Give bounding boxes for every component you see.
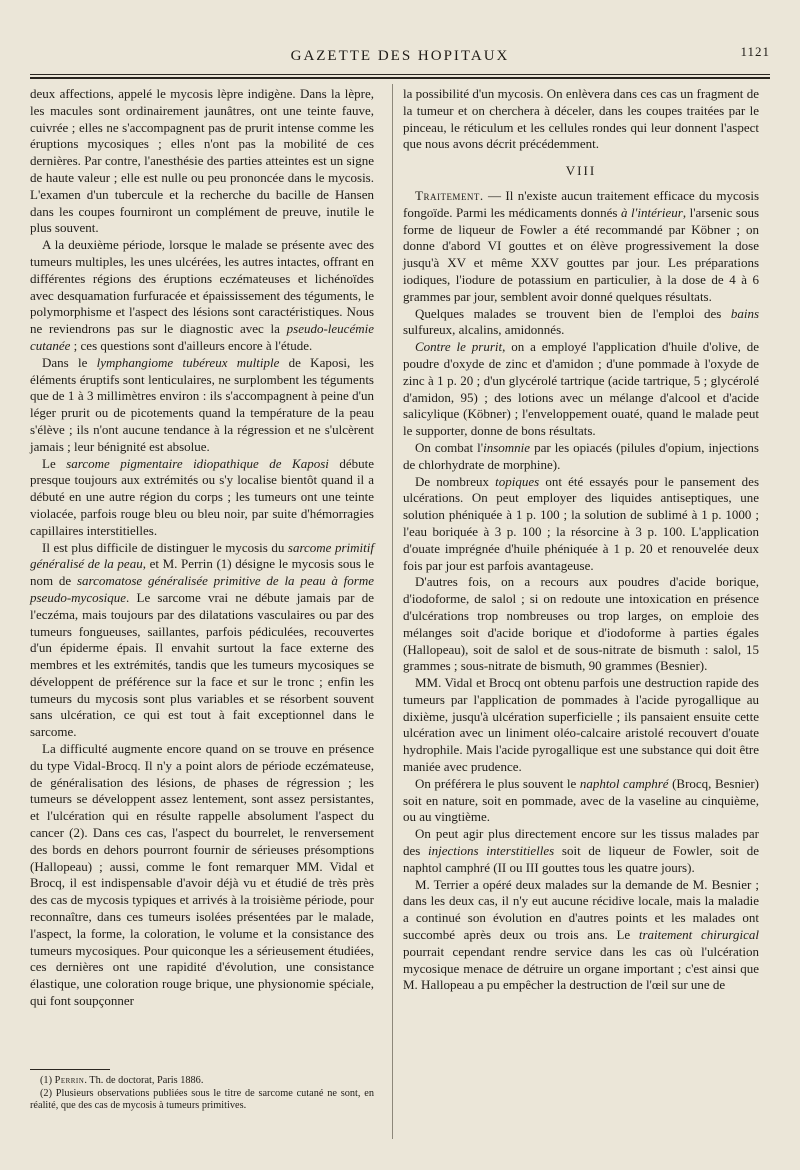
italic-term: pseudo-leucémie cutanée (30, 321, 374, 353)
paragraph-text: débute presque toujours aux extrémités ou s'y localise bientôt quand il a débuté en une autre région du corps ; les tumeurs ont une teinte violacée, parfois rouge bleu ou bleu noir, par suite d'hémorragies capillaires interstitielles. (30, 455, 375, 538)
paragraph (403, 474, 759, 575)
paragraph-text: — Il n'existe aucun traitement efficace du mycosis fongoïde. Parmi les médicaments donnés (403, 187, 759, 220)
paragraph-text: Le (42, 455, 67, 471)
paragraph (403, 877, 759, 995)
paragraph (30, 86, 374, 237)
paragraph-text: deux affections, appelé le mycosis lèpre indigène. Dans la lèpre, les macules sont ordinairement jaunâtres, ont une teinte fauve, cuivrée ; elles ne s'accompagnent pas de prurit intense comme les éruptions mycosiques ; elles n'ont pas la mobilité de ces dernières. Par contre, l'anesthésie des parties atteintes est un signe de haute valeur ; elle est nulle ou peu prononcée dans le mycosis. L'examen d'un tubercule et la recherche du bacille de Hansen dans les coupes fourniront un complément de preuve, inutile le plus souvent. (30, 86, 374, 236)
header-rule-thick (30, 77, 770, 79)
paragraph-text: par les opiacés (pilules d'opium, injections de chlorhydrate de morphine). (403, 439, 759, 472)
italic-term: naphtol camphré (579, 775, 669, 791)
paragraph-text: , et M. Perrin (1) désigne le mycosis sous le nom de (30, 556, 374, 589)
paragraph-text: On peut agir plus directement encore sur les tissus malades par des (403, 826, 759, 859)
italic-term: bains (730, 305, 759, 321)
italic-term: topiques (495, 473, 540, 489)
paragraph (403, 776, 759, 826)
paragraph (403, 86, 759, 153)
paragraph (403, 306, 759, 340)
italic-term: sarcome pigmentaire idiopathique de Kaposi (66, 455, 329, 471)
paragraph-text: sulfureux, alcalins, amidonnés. (403, 322, 565, 338)
paragraph-text: De nombreux (415, 473, 496, 489)
paragraph (30, 741, 374, 1010)
paragraph-text: la possibilité d'un mycosis. On enlèvera dans ces cas un fragment de la tumeur et on cherchera à déceler, dans les coupes traitées par le pinceau, le réticulum et les cellules rondes qui leur donnent l'aspect que nous avons décrit précédemment. (403, 86, 759, 152)
paragraph (403, 574, 759, 675)
footnote-2: (2) Plusieurs observations publiées sous le titre de sarcome cutané ne sont, en réalité, que des cas de mycosis à tumeurs primitives. (30, 1087, 374, 1112)
paragraph (30, 237, 374, 355)
italic-term: sarcomatose généralisée primitive de la peau à forme pseudo-mycosique (30, 573, 374, 605)
paragraph-text: pourrait cependant rendre service dans les cas où l'ulcération mycosique menace de détruire un organe important ; c'est ainsi que M. Hallopeau a pu empêcher la destruction de l'œil sur une de (403, 943, 759, 993)
paragraph-text: ont été essayés pour le pansement des ulcérations. On peut employer des liquides antiseptiques, une solution phéniquée à 1 p. 100 ; la solution de sublimé à 1 p. 1000 ; l'eau boriquée à 3 p. 100 ; la résorcine à 3 p. 100. L'application d'ouate imprégnée d'huile phéniquée à 1 p. 20 et renouvelée deux fois par jour est parfois avantageuse. (403, 473, 759, 573)
paragraph-text: A la deuxième période, lorsque le malade se présente avec des tumeurs multiples, les unes ulcérées, les autres intactes, offrant en différentes régions des éruptions eczémateuses et lichénoïdes avec desquamation furfuracée et épaississement des téguments, le polymorphisme et l'aspect des lésions sont caractéristiques. Nous ne reviendrons pas sur le diagnostic avec la (30, 237, 374, 337)
footnote-author: Perrin (54, 1075, 85, 1086)
paragraph-text: . Le sarcome vrai ne débute jamais par de l'eczéma, mais toujours par des dilatations vasculaires ou par des tumeurs fongueuses, saillantes, parfois pédiculées, recouvertes d'un épiderme épais. Il envahit surtout la face externe des membres et les extrémités, tandis que les tumeurs mycosiques se développent de préférence sur la face et sur le tronc ; enfin les tumeurs du mycosis sont plus variables et se résorbent souvent sans ulcération, ce qui est tout à fait exceptionnel dans le sarcome. (30, 589, 374, 740)
footnote-1: (1) Perrin. Th. de doctorat, Paris 1886. (40, 1075, 204, 1086)
column-divider (392, 84, 393, 1139)
paragraph (403, 440, 759, 474)
page-header (0, 44, 800, 74)
paragraph (403, 675, 759, 776)
paragraph-text: La difficulté augmente encore quand on se trouve en présence du type Vidal-Brocq. Il n'y a point alors de période eczémateuse, de généralisation des lésions, de phases de régression ; les tumeurs se développent assez lentement, sont assez persistantes, et l'ulcération qui en résulte rappelle absolument l'aspect du cancer (2). Dans ces cas, l'aspect du bourrelet, le renversement des bords en dehors pourront fournir de sérieuses présomptions (Hallopeau) ; aussi, comme le font remarquer MM. Vidal et Brocq, il est indispensable d'avoir déjà vu et étudié de très près des cas de mycosis typiques et arrivés à la troisième période, pour reconnaître, dans ces tumeurs isolées présentées par le malade, l'aspect, la forme, la coloration, le volume et la consistance des tumeurs mycosiques. Pour quiconque les a sérieusement étudiées, ces dernières ont une rapidité d'évolution, une consistance élastique, une coloration rouge brique, une physionomie spéciale, qui font soupçonner (30, 741, 374, 1009)
paragraph-text: , l'arsenic sous forme de liqueur de Fowler a été recommandé par Köbner ; on donne d'abord VI gouttes et on élève progressivement la dose jusqu'à XV et même XXV gouttes par jour. Les préparations iodiques, l'iodure de potassium en particulier, à la dose de 4 à 6 grammes par jour, semblent avoir donné quelques résultats. (403, 204, 759, 304)
paragraph (403, 188, 759, 306)
footnote-rule (30, 1069, 110, 1070)
paragraph (30, 540, 374, 742)
footnote-text: . Th. de doctorat, Paris 1886. (84, 1075, 204, 1086)
page-number: 1121 (740, 44, 770, 59)
footnotes (30, 1069, 374, 1113)
paragraph-text: M. Terrier a opéré deux malades sur la demande de M. Besnier ; dans les deux cas, il n'y eut aucune récidive locale, mais la maladie a continué son évolution en d'autres points et les malades ont succombé après deux ou trois ans. Le (403, 876, 759, 943)
paragraph-text: (Brocq, Besnier) soit en nature, soit en pommade, avec de la vaseline au cinquième, ou au vingtième. (403, 775, 760, 825)
paragraph-text: ; ces questions sont d'ailleurs encore à l'étude. (70, 337, 313, 353)
paragraph-text: MM. Vidal et Brocq ont obtenu parfois une destruction rapide des tumeurs par l'application de pommades à l'acide pyrogallique au dixième, jusqu'à ulcération superficielle ; ils pansaient ensuite cette ulcération avec un liniment oléo-calcaire aristolé recouvert d'ouate hydrophile. Mais l'acide pyrogallique est une substance qui doit être maniée avec prudence. (403, 675, 759, 775)
italic-term: Contre le prurit (415, 339, 503, 355)
paragraph-text: soit de liqueur de Fowler, soit de naphtol camphré (II ou III gouttes tous les quatre jours). (403, 843, 759, 875)
italic-term: insomnie (483, 439, 531, 455)
paragraph-text: D'autres fois, on a recours aux poudres d'acide borique, d'iodoforme, de salol ; si on redoute une intoxication en présence d'ulcérations trop nombreuses ou trop larges, on emploie des mélanges soit d'acide borique et d'iodoforme à parties égales (Hallopeau), soit de salol et de sous-nitrate de bismuth : salol, 15 grammes ; sous-nitrate de bismuth, 90 grammes (Besnier). (403, 574, 759, 674)
paragraph-text: Il est plus difficile de distinguer le mycosis du (42, 539, 288, 555)
paragraph-text: , on a employé l'application d'huile d'olive, de poudre d'oxyde de zinc et d'amidon ; d'une pommade à l'oxyde de zinc à 1 p. 20 ; d'un glycérolé tartrique (acide tartrique, 5 ; glycérolé d'amidon, 95) ; des lotions avec un mélange d'alcool et d'acide salicylique (Köbner) ; l'enveloppement ouaté, quand le malade peut le supporter, donne de bons résultats. (403, 339, 759, 439)
paragraph (403, 826, 759, 876)
italic-term: injections interstitielles (428, 843, 555, 859)
section-number: VIII (565, 163, 597, 179)
paragraph (403, 339, 759, 440)
italic-term: traitement chirurgical (638, 927, 759, 943)
section-label: Traitement. (415, 187, 484, 203)
right-column (403, 86, 759, 994)
paragraph-text: Quelques malades se trouvent bien de l'emploi des (415, 305, 731, 321)
paragraph-text: On combat l' (415, 439, 484, 455)
paragraph (30, 456, 374, 540)
italic-term: lymphangiome tubéreux multiple (96, 354, 280, 370)
left-column (30, 86, 374, 1010)
paragraph-text: On préférera le plus souvent le (415, 775, 580, 791)
italic-term: à l'intérieur (620, 204, 683, 220)
running-title: GAZETTE DES HOPITAUX (290, 48, 510, 64)
header-rule-thin (30, 74, 770, 75)
italic-term: sarcome primitif généralisé de la peau (30, 539, 374, 572)
paragraph-text: de Kaposi, les éléments éruptifs sont lenticulaires, ne surplombent les téguments que de 1 à 3 millimètres environ : ils s'accompagnent à peine d'un léger prurit ou de picotements quand la température de la peau s'élève ; ils n'ont aucune tendance à la régression et ne s'ulcèrent jamais ; leur bénignité est absolue. (30, 354, 374, 454)
paragraph (30, 355, 374, 456)
paragraph-text: Dans le (42, 354, 97, 370)
